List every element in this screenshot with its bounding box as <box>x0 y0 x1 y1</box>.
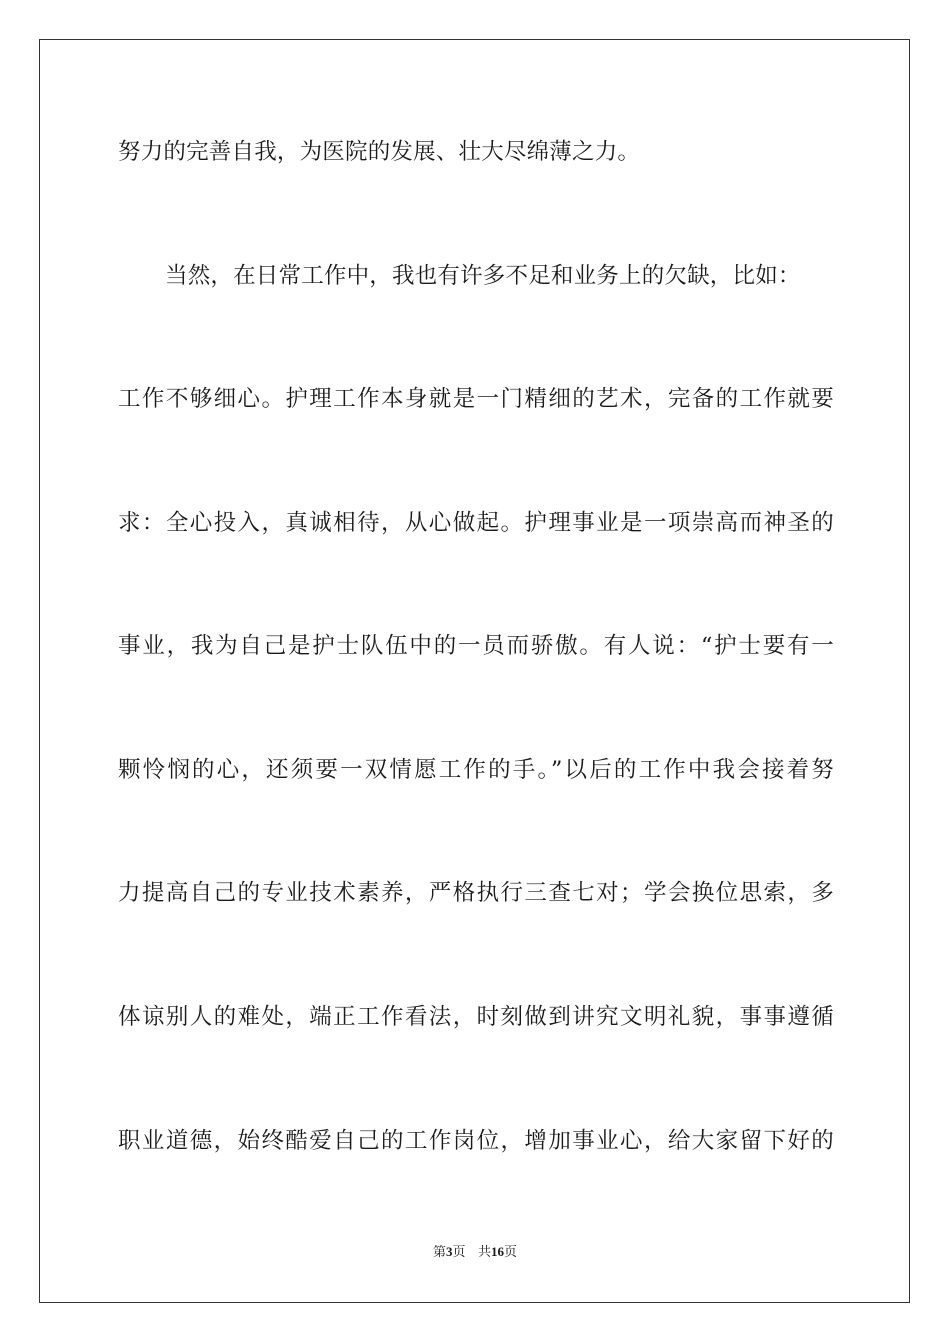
body-text-line: 事业，我为自己是护士队伍中的一员而骄傲。有人说：“护士要有一 <box>118 633 834 659</box>
body-text-line: 力提高自己的专业技术素养，严格执行三查七对；学会换位思索，多 <box>118 880 834 906</box>
body-text-line: 努力的完善自我，为医院的发展、壮大尽绵薄之力。 <box>118 139 641 165</box>
body-text-line: 当然，在日常工作中，我也有许多不足和业务上的欠缺，比如： <box>165 263 801 289</box>
total-suffix: 页 <box>503 1245 517 1260</box>
body-text-line: 颗怜悯的心，还须要一双情愿工作的手。”以后的工作中我会接着努 <box>118 757 834 783</box>
body-text-line: 职业道德，始终酷爱自己的工作岗位，增加事业心，给大家留下好的 <box>118 1128 834 1154</box>
page-number: 3 <box>446 1244 453 1259</box>
total-prefix: 共 <box>477 1245 491 1260</box>
body-text-line: 体谅别人的难处，端正工作看法，时刻做到讲究文明礼貌，事事遵循 <box>118 1004 834 1030</box>
body-text-line: 工作不够细心。护理工作本身就是一门精细的艺术，完备的工作就要 <box>118 386 834 412</box>
page-footer <box>0 1243 950 1262</box>
page-suffix: 页 <box>452 1245 466 1260</box>
page-prefix: 第 <box>433 1245 447 1260</box>
page-border <box>39 39 910 1303</box>
total-pages: 16 <box>490 1244 504 1259</box>
body-text-line: 求：全心投入，真诚相待，从心做起。护理事业是一项崇高而神圣的 <box>118 510 834 536</box>
